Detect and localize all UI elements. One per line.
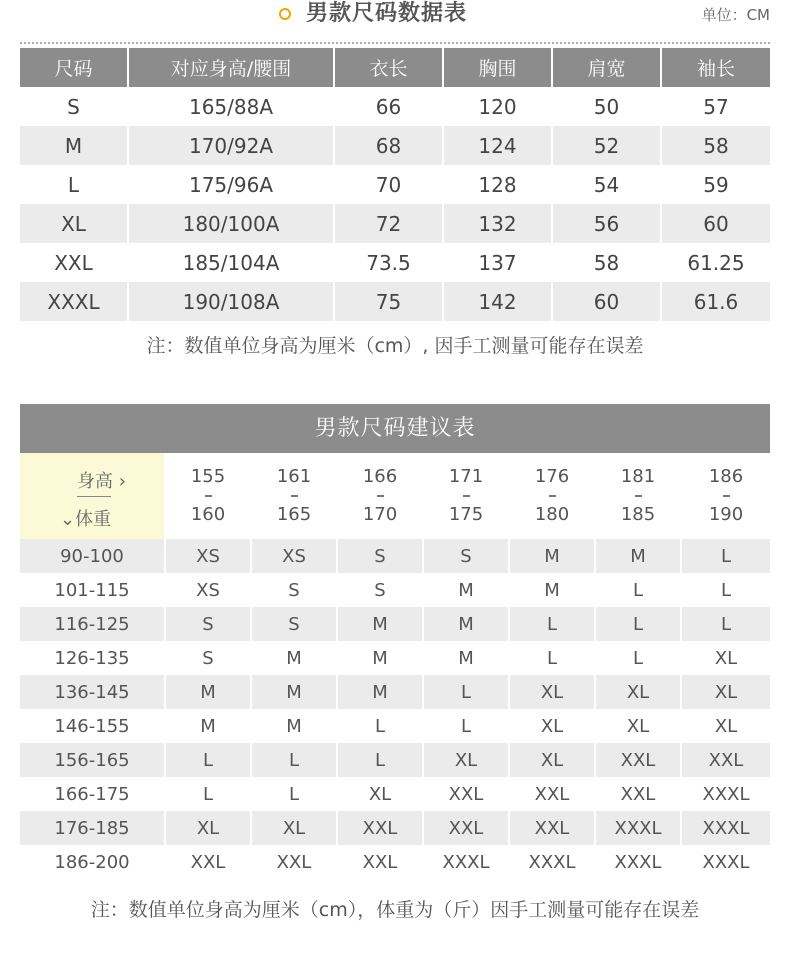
- size-cell: XL: [165, 811, 251, 845]
- size-cell: XXL: [595, 777, 681, 811]
- height-header-row: [20, 453, 770, 539]
- size-cell: XL: [251, 811, 337, 845]
- table-cell: L: [20, 165, 128, 204]
- table-cell: 175/96A: [128, 165, 334, 204]
- height-range-start: 186: [708, 466, 744, 487]
- table-row: [20, 573, 770, 607]
- size-cell: L: [681, 573, 770, 607]
- height-range-start: 181: [620, 466, 656, 487]
- size-cell: L: [595, 573, 681, 607]
- table-row: [20, 777, 770, 811]
- height-range-start: 161: [276, 466, 312, 487]
- size-cell: L: [423, 675, 509, 709]
- table-cell: 56: [552, 204, 661, 243]
- height-range-end: 170: [362, 504, 398, 525]
- size-cell: XS: [165, 539, 251, 573]
- size-cell: S: [251, 607, 337, 641]
- size-cell: XXXL: [681, 845, 770, 879]
- size-cell: XXXL: [423, 845, 509, 879]
- table-cell: 58: [552, 243, 661, 282]
- size-cell: XXL: [337, 811, 423, 845]
- size-cell: L: [165, 743, 251, 777]
- table-row: [20, 811, 770, 845]
- weight-range-cell: 146-155: [20, 709, 165, 743]
- size-data-table: [20, 48, 770, 321]
- table-cell: 57: [661, 87, 770, 126]
- size-cell: XXL: [423, 777, 509, 811]
- range-dash-icon: [205, 495, 212, 497]
- size-cell: M: [337, 641, 423, 675]
- size-cell: L: [509, 607, 595, 641]
- size-cell: M: [337, 607, 423, 641]
- size-cell: M: [165, 675, 251, 709]
- size-data-note: 注：数值单位身高为厘米（cm）, 因手工测量可能存在误差: [146, 335, 644, 357]
- height-range-end: 185: [620, 504, 656, 525]
- size-cell: XXL: [595, 743, 681, 777]
- col-header-height-waist: 对应身高/腰围: [128, 48, 334, 87]
- size-cell: XL: [595, 709, 681, 743]
- table-cell: 59: [661, 165, 770, 204]
- size-cell: XS: [165, 573, 251, 607]
- size-cell: XS: [251, 539, 337, 573]
- size-cell: M: [595, 539, 681, 573]
- size-cell: M: [251, 641, 337, 675]
- size-cell: XXL: [337, 845, 423, 879]
- unit-label: 单位：CM: [701, 6, 770, 24]
- range-dash-icon: [463, 495, 470, 497]
- size-cell: M: [423, 573, 509, 607]
- table-row: [20, 675, 770, 709]
- table-cell: 185/104A: [128, 243, 334, 282]
- weight-range-cell: 101-115: [20, 573, 165, 607]
- height-range-end: 190: [708, 504, 744, 525]
- table-cell: 68: [334, 126, 443, 165]
- weight-range-cell: 186-200: [20, 845, 165, 879]
- size-cell: M: [165, 709, 251, 743]
- table-cell: 137: [443, 243, 552, 282]
- height-axis-label: 身高 ›: [77, 471, 126, 492]
- table-cell: 142: [443, 282, 552, 321]
- range-dash-icon: [549, 495, 556, 497]
- height-range-start: 176: [534, 466, 570, 487]
- size-cell: S: [251, 573, 337, 607]
- height-range-header: [251, 453, 337, 539]
- size-cell: XXXL: [595, 811, 681, 845]
- table-cell: 124: [443, 126, 552, 165]
- size-cell: XXL: [423, 811, 509, 845]
- table-row: [20, 126, 770, 165]
- table-row: [20, 709, 770, 743]
- size-cell: M: [509, 539, 595, 573]
- col-header-length: 衣长: [334, 48, 443, 87]
- weight-range-cell: 136-145: [20, 675, 165, 709]
- size-cell: S: [165, 641, 251, 675]
- table-row: [20, 243, 770, 282]
- size-cell: XL: [337, 777, 423, 811]
- table-cell: 61.25: [661, 243, 770, 282]
- height-range-end: 180: [534, 504, 570, 525]
- weight-range-cell: 166-175: [20, 777, 165, 811]
- size-cell: M: [423, 607, 509, 641]
- height-range-end: 175: [448, 504, 484, 525]
- size-cell: XXXL: [595, 845, 681, 879]
- range-dash-icon: [723, 495, 730, 497]
- height-range-start: 171: [448, 466, 484, 487]
- size-cell: L: [337, 709, 423, 743]
- weight-axis-label: ⌄体重: [60, 509, 112, 530]
- table-cell: 58: [661, 126, 770, 165]
- size-cell: L: [337, 743, 423, 777]
- weight-range-cell: 156-165: [20, 743, 165, 777]
- size-cell: XL: [681, 675, 770, 709]
- dotted-divider: [20, 42, 770, 44]
- size-cell: L: [423, 709, 509, 743]
- size-cell: XXXL: [681, 777, 770, 811]
- table-cell: 50: [552, 87, 661, 126]
- size-cell: XXXL: [509, 845, 595, 879]
- size-cell: XL: [595, 675, 681, 709]
- table-cell: 128: [443, 165, 552, 204]
- table-cell: 180/100A: [128, 204, 334, 243]
- height-range-header: [423, 453, 509, 539]
- size-cell: L: [509, 641, 595, 675]
- table-cell: 61.6: [661, 282, 770, 321]
- height-range-end: 160: [190, 504, 226, 525]
- table-cell: M: [20, 126, 128, 165]
- table-cell: XL: [20, 204, 128, 243]
- weight-range-cell: 176-185: [20, 811, 165, 845]
- size-cell: L: [681, 607, 770, 641]
- table-row: [20, 87, 770, 126]
- recommendation-note: 注：数值单位身高为厘米（cm），体重为（斤）因手工测量可能存在误差: [90, 899, 700, 921]
- col-header-shoulder: 肩宽: [552, 48, 661, 87]
- height-range-start: 166: [362, 466, 398, 487]
- size-cell: L: [251, 777, 337, 811]
- table-cell: 165/88A: [128, 87, 334, 126]
- table-row: [20, 204, 770, 243]
- size-cell: S: [165, 607, 251, 641]
- size-cell: XL: [509, 743, 595, 777]
- height-range-end: 165: [276, 504, 312, 525]
- recommendation-title: 男款尺码建议表: [20, 404, 770, 453]
- table-row: [20, 845, 770, 879]
- size-cell: M: [423, 641, 509, 675]
- table-cell: 54: [552, 165, 661, 204]
- size-cell: XL: [681, 641, 770, 675]
- height-range-header: [681, 453, 770, 539]
- size-cell: XXL: [681, 743, 770, 777]
- size-cell: S: [337, 573, 423, 607]
- size-table-header-row: [20, 48, 770, 87]
- table-row: [20, 607, 770, 641]
- size-cell: M: [337, 675, 423, 709]
- height-range-header: [595, 453, 681, 539]
- size-cell: XXXL: [681, 811, 770, 845]
- table-cell: 52: [552, 126, 661, 165]
- size-cell: L: [251, 743, 337, 777]
- table-cell: 60: [661, 204, 770, 243]
- size-cell: L: [681, 539, 770, 573]
- table-cell: 132: [443, 204, 552, 243]
- size-cell: XXL: [509, 777, 595, 811]
- table-row: [20, 165, 770, 204]
- bullet-circle-icon: [279, 8, 291, 20]
- table-cell: 60: [552, 282, 661, 321]
- table-cell: 190/108A: [128, 282, 334, 321]
- col-header-size: 尺码: [20, 48, 128, 87]
- size-cell: L: [595, 641, 681, 675]
- size-cell: XL: [423, 743, 509, 777]
- size-cell: XL: [509, 675, 595, 709]
- col-header-sleeve: 袖长: [661, 48, 770, 87]
- height-range-header: [337, 453, 423, 539]
- corner-cell: [20, 453, 165, 539]
- size-cell: L: [595, 607, 681, 641]
- size-cell: L: [165, 777, 251, 811]
- weight-range-cell: 116-125: [20, 607, 165, 641]
- corner-divider: [77, 496, 111, 497]
- table-cell: 170/92A: [128, 126, 334, 165]
- table-row: [20, 282, 770, 321]
- size-cell: XXL: [165, 845, 251, 879]
- table-cell: XXXL: [20, 282, 128, 321]
- height-range-header: [165, 453, 251, 539]
- size-cell: XL: [509, 709, 595, 743]
- size-cell: XXL: [509, 811, 595, 845]
- size-cell: XXL: [251, 845, 337, 879]
- size-cell: S: [337, 539, 423, 573]
- table-cell: S: [20, 87, 128, 126]
- col-header-chest: 胸围: [443, 48, 552, 87]
- range-dash-icon: [291, 495, 298, 497]
- table-cell: 70: [334, 165, 443, 204]
- size-cell: M: [509, 573, 595, 607]
- height-range-header: [509, 453, 595, 539]
- weight-range-cell: 126-135: [20, 641, 165, 675]
- size-recommendation-table: [20, 453, 770, 879]
- table-cell: 73.5: [334, 243, 443, 282]
- size-cell: M: [251, 709, 337, 743]
- table-cell: 72: [334, 204, 443, 243]
- height-range-start: 155: [190, 466, 226, 487]
- table-cell: 75: [334, 282, 443, 321]
- table-cell: 66: [334, 87, 443, 126]
- range-dash-icon: [635, 495, 642, 497]
- range-dash-icon: [377, 495, 384, 497]
- table-cell: 120: [443, 87, 552, 126]
- weight-range-cell: 90-100: [20, 539, 165, 573]
- size-cell: XL: [681, 709, 770, 743]
- size-cell: S: [423, 539, 509, 573]
- page-title: 男款尺码数据表: [306, 1, 468, 26]
- table-row: [20, 743, 770, 777]
- table-row: [20, 539, 770, 573]
- table-cell: XXL: [20, 243, 128, 282]
- size-cell: M: [251, 675, 337, 709]
- table-row: [20, 641, 770, 675]
- size-data-header: [0, 0, 790, 34]
